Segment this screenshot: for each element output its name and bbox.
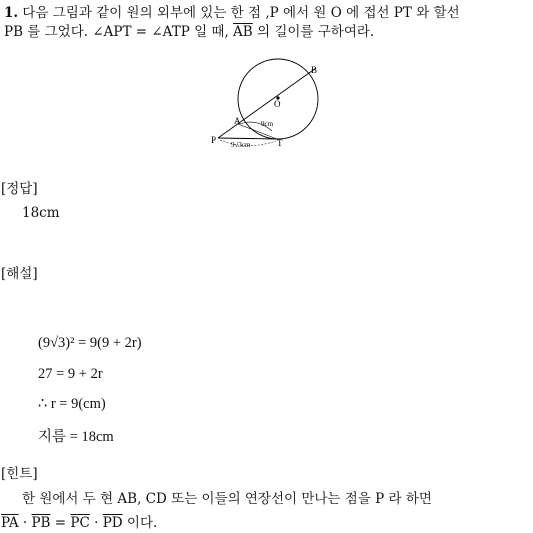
solution-heading: [해설] bbox=[1, 266, 38, 282]
problem-number: 1. bbox=[4, 5, 19, 21]
label-b: B bbox=[311, 65, 318, 75]
solution-eq-4: 지름 = 18cm bbox=[38, 429, 114, 445]
answer-value: 18cm bbox=[22, 205, 60, 221]
dot-1: · bbox=[18, 515, 32, 531]
segment-pc: $\overline{PC}$ bbox=[70, 515, 90, 531]
solution-eq-1: (9√3)² = 9(9 + 2r) bbox=[38, 335, 142, 351]
segment-pa: $\overline{PA}$ bbox=[1, 515, 19, 531]
problem-line-2 bbox=[4, 24, 374, 40]
label-p: P bbox=[211, 135, 217, 145]
equals: = bbox=[50, 515, 71, 531]
label-9sqrt3cm: 9√3cm bbox=[231, 141, 251, 149]
label-o: O bbox=[274, 99, 281, 109]
hint-heading: [힌트] bbox=[1, 466, 38, 482]
hint-line-2 bbox=[1, 515, 157, 531]
solution-eq-3: ∴ r = 9(cm) bbox=[38, 396, 106, 412]
dot-2: · bbox=[89, 515, 103, 531]
segment-pd: $\overline{PD}$ bbox=[102, 515, 123, 531]
segment-pb: $\overline{PB}$ bbox=[31, 515, 51, 531]
label-9cm: 9cm bbox=[261, 120, 274, 128]
problem-text-1: 다음 그림과 같이 원의 외부에 있는 한 점 ,P 에서 원 O 에 접선 PT 와 할선 bbox=[22, 5, 460, 21]
answer-heading: [정답] bbox=[1, 181, 38, 197]
problem-line-1 bbox=[4, 5, 460, 21]
label-t: T bbox=[277, 138, 283, 148]
solution-eq-2: 27 = 9 + 2r bbox=[38, 366, 103, 382]
hint-line-1: 한 원에서 두 현 AB, CD 또는 이들의 연장선이 만나는 점을 P 라 하면 bbox=[22, 491, 432, 507]
hint-tail: 이다. bbox=[122, 515, 158, 531]
geometry-figure bbox=[210, 58, 330, 154]
label-a: A bbox=[234, 116, 241, 126]
segment-ab: $\overline{AB}$ bbox=[233, 24, 253, 40]
problem-text-2b: 의 길이를 구하여라. bbox=[252, 24, 375, 40]
problem-text-2a: PB 를 그었다. ∠APT = ∠ATP 일 때, bbox=[4, 24, 234, 40]
